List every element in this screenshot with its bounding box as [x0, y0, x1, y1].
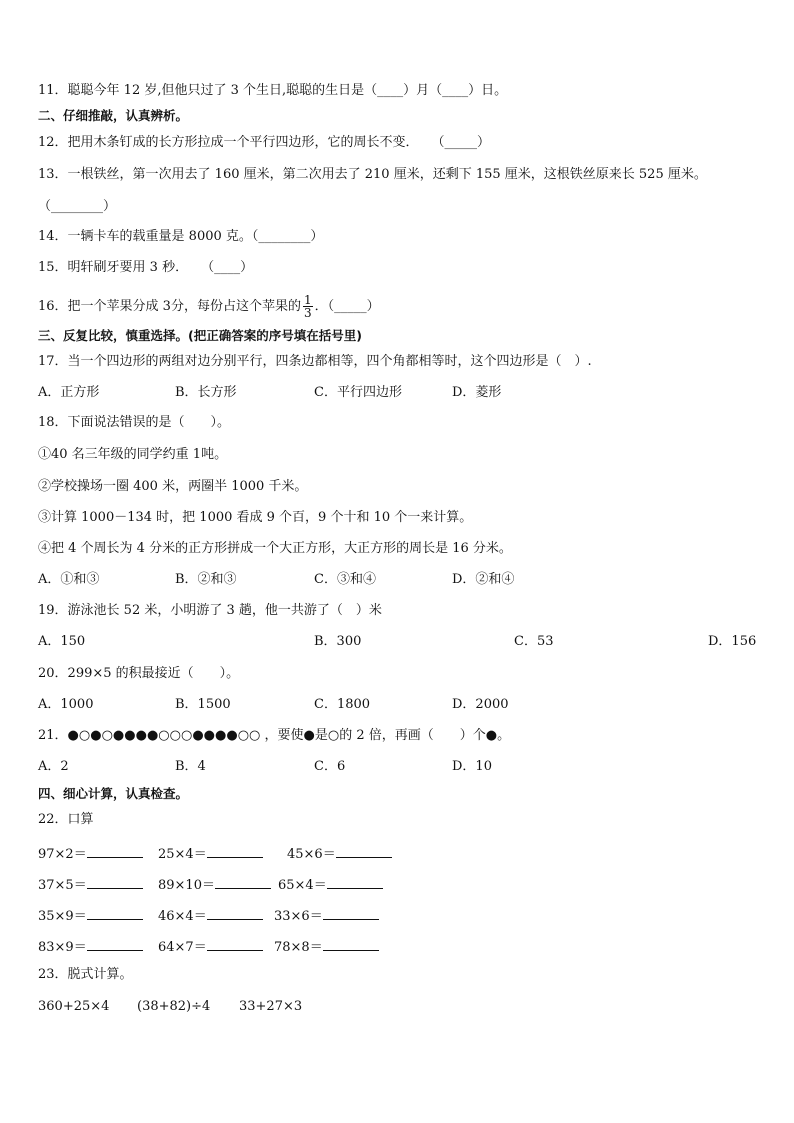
oral-calc-item: 97×2＝ [38, 843, 143, 864]
question-19: 19．游泳池长 52 米，小明游了 3 趟，他一共游了（ ）米 [38, 603, 382, 618]
q21-option-d: D．10 [452, 759, 492, 774]
q18-statement-2: ②学校操场一圈 400 米，两圈半 1000 千米。 [38, 479, 308, 494]
question-18: 18．下面说法错误的是（ ）。 [38, 415, 231, 430]
q19-option-c: C．53 [514, 634, 554, 649]
q21-option-b: B．4 [175, 759, 206, 774]
stepwise-calc-item: 33+27×3 [239, 999, 303, 1014]
q20-option-d: D．2000 [452, 697, 509, 712]
question-16 [38, 294, 380, 319]
answer-blank[interactable] [87, 874, 143, 889]
question-13-blank: （________） [38, 199, 117, 214]
answer-blank[interactable] [207, 936, 263, 951]
answer-blank[interactable] [87, 936, 143, 951]
question-11: 11．聪聪今年 12 岁,但他只过了 3 个生日,聪聪的生日是（____）月（____）日。 [38, 83, 508, 98]
q17-option-d: D．菱形 [452, 385, 502, 400]
question-16-suffix: ．（_____） [314, 299, 380, 314]
q18-statement-1: ①40 名三年级的同学约重 1吨。 [38, 447, 228, 462]
answer-blank[interactable] [336, 843, 392, 858]
question-12: 12．把用木条钉成的长方形拉成一个平行四边形，它的周长不变． （_____） [38, 135, 491, 150]
fraction-denominator: 3 [303, 306, 312, 320]
oral-calc-item: 37×5＝ [38, 874, 143, 895]
question-14: 14．一辆卡车的载重量是 8000 克。（________） [38, 229, 324, 244]
q18-option-c: C．③和④ [314, 572, 376, 587]
oral-calc-item: 25×4＝ [158, 843, 263, 864]
question-17: 17．当一个四边形的两组对边分别平行，四条边都相等，四个角都相等时，这个四边形是（ ）. [38, 354, 592, 369]
q17-option-c: C．平行四边形 [314, 385, 402, 400]
answer-blank[interactable] [207, 905, 263, 920]
oral-calc-item: 78×8＝ [274, 936, 379, 957]
q21-option-a: A．2 [38, 759, 69, 774]
answer-blank[interactable] [327, 874, 383, 889]
q17-option-b: B．长方形 [175, 385, 237, 400]
q20-option-a: A．1000 [38, 697, 94, 712]
oral-calc-item: 65×4＝ [278, 874, 383, 895]
oral-calc-item: 89×10＝ [158, 874, 271, 895]
section-4-title: 四、细心计算，认真检查。 [38, 786, 189, 801]
section-2-title: 二、仔细推敲，认真辨析。 [38, 108, 189, 123]
q19-option-a: A．150 [38, 634, 86, 649]
section-3-title: 三、反复比较，慎重选择。(把正确答案的序号填在括号里) [38, 328, 362, 343]
answer-blank[interactable] [323, 905, 379, 920]
q19-option-d: D．156 [708, 634, 757, 649]
oral-calc-item: 35×9＝ [38, 905, 143, 926]
answer-blank[interactable] [323, 936, 379, 951]
question-16-prefix: 16．把一个苹果分成 3分，每份占这个苹果的 [38, 299, 301, 314]
q20-option-b: B．1500 [175, 697, 231, 712]
q21-option-c: C．6 [314, 759, 346, 774]
question-21: 21．●○●○●●●●○○○●●●●○○ ，要使●是○的 2 倍，再画（ ）个●。 [38, 728, 511, 743]
oral-calc-item: 45×6＝ [287, 843, 392, 864]
stepwise-calc-item: (38+82)÷4 [137, 999, 211, 1014]
answer-blank[interactable] [87, 843, 143, 858]
q19-option-b: B．300 [314, 634, 362, 649]
oral-calc-item: 83×9＝ [38, 936, 143, 957]
question-23-title: 23．脱式计算。 [38, 967, 133, 982]
oral-calc-item: 46×4＝ [158, 905, 263, 926]
q18-option-b: B．②和③ [175, 572, 237, 587]
answer-blank[interactable] [207, 843, 263, 858]
q18-statement-3: ③计算 1000－134 时，把 1000 看成 9 个百，9 个十和 10 个一来计算。 [38, 510, 473, 525]
question-13: 13．一根铁丝，第一次用去了 160 厘米，第二次用去了 210 厘米，还剩下 155 厘米，这根铁丝原来长 525 厘米。 [38, 167, 707, 182]
stepwise-calc-item: 360+25×4 [38, 999, 110, 1014]
question-20: 20．299×5 的积最接近（ ）。 [38, 666, 240, 681]
fraction-numerator: 1 [303, 293, 312, 307]
q18-option-d: D．②和④ [452, 572, 515, 587]
q17-option-a: A．正方形 [38, 385, 100, 400]
oral-calc-item: 64×7＝ [158, 936, 263, 957]
question-15: 15．明轩刷牙要用 3 秒． （____） [38, 260, 254, 275]
question-22-title: 22．口算 [38, 812, 94, 827]
q20-option-c: C．1800 [314, 697, 371, 712]
fraction-one-third [303, 294, 313, 319]
q18-option-a: A．①和③ [38, 572, 100, 587]
answer-blank[interactable] [87, 905, 143, 920]
q18-statement-4: ④把 4 个周长为 4 分米的正方形拼成一个大正方形，大正方形的周长是 16 分米。 [38, 541, 512, 556]
answer-blank[interactable] [215, 874, 271, 889]
oral-calc-item: 33×6＝ [274, 905, 379, 926]
